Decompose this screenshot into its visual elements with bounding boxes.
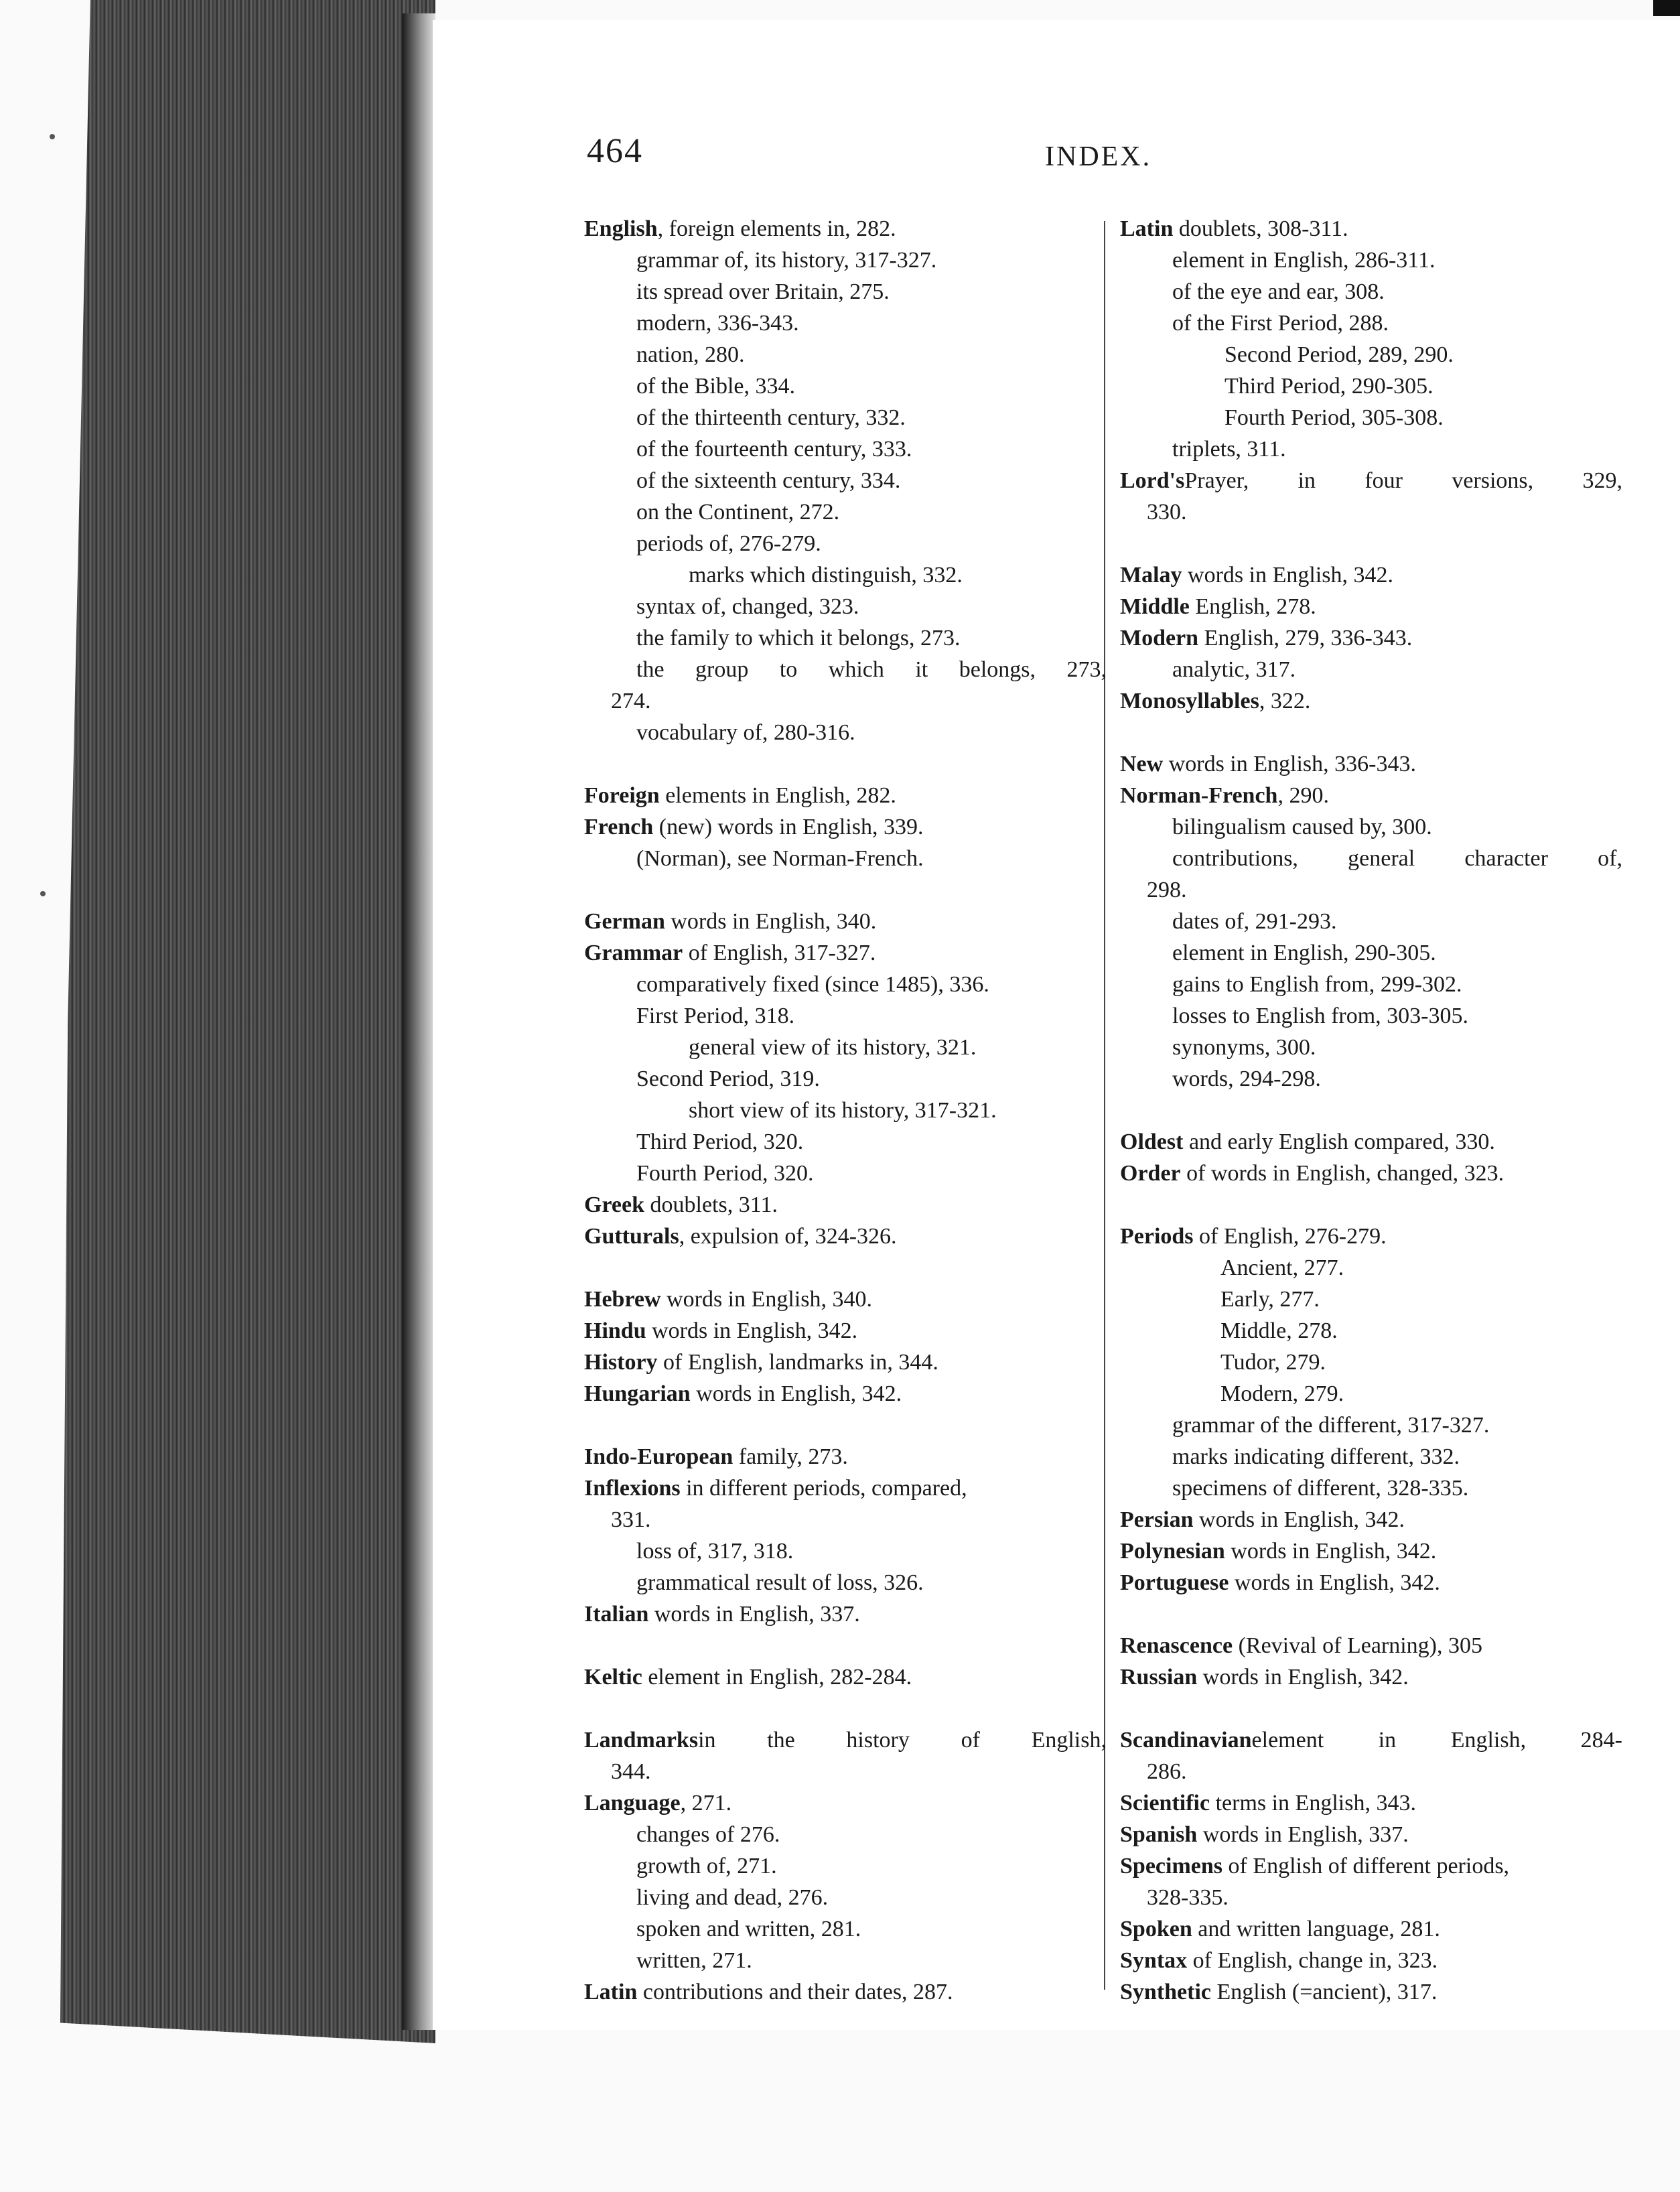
index-headword: Renascence (1120, 1633, 1233, 1658)
index-entry (584, 245, 1107, 276)
index-entry-text: of English, change in, 323. (1187, 1948, 1438, 1973)
index-headword: Portuguese (1120, 1570, 1229, 1595)
index-entry-text: Middle, 278. (1220, 1318, 1338, 1343)
index-entry (584, 1000, 1107, 1032)
index-entry-text: grammar of, its history, 317-327. (636, 248, 937, 273)
index-entry (584, 1819, 1107, 1850)
index-entry-text: , expulsion of, 324-326. (679, 1224, 897, 1249)
index-headword: Spanish (1120, 1822, 1198, 1847)
index-entry-text: Second Period, 319. (636, 1067, 820, 1091)
index-entry (1120, 843, 1622, 874)
index-entry (1120, 245, 1622, 276)
index-headword: French (584, 815, 654, 839)
index-headword: Scandinavian (1120, 1728, 1252, 1753)
index-headword: Landmarks (584, 1728, 699, 1753)
index-headword: History (584, 1350, 658, 1375)
index-entry (584, 1976, 1107, 2008)
index-entry (1120, 1724, 1622, 1756)
index-headword: Russian (1120, 1665, 1198, 1690)
index-entry (584, 1724, 1107, 1756)
index-entry-text: of the Bible, 334. (636, 374, 796, 399)
index-entry-text: (new) words in English, 339. (653, 815, 924, 839)
page-number: 464 (587, 132, 643, 170)
index-entry (584, 843, 1107, 874)
index-entry (1120, 1535, 1622, 1567)
entry-spacer (584, 1410, 1107, 1441)
index-entry (584, 1567, 1107, 1598)
entry-spacer (584, 748, 1107, 780)
index-entry (584, 276, 1107, 307)
index-entry-text: Third Period, 290-305. (1224, 374, 1433, 399)
index-entry-text: the group to which it belongs, 273, (636, 657, 1107, 682)
index-entry-text: English, 278. (1189, 594, 1316, 619)
index-headword: Italian (584, 1602, 649, 1627)
index-entry (1120, 811, 1622, 843)
index-entry (584, 465, 1107, 496)
index-entry-text: Fourth Period, 305-308. (1224, 405, 1444, 430)
index-headword: Hebrew (584, 1287, 661, 1312)
index-entry-text: element in English, 282-284. (642, 1665, 912, 1690)
book-page-edges (60, 0, 435, 2043)
index-entry-text: loss of, 317, 318. (636, 1539, 794, 1564)
index-entry-text: 274. (611, 689, 651, 713)
index-entry (584, 654, 1107, 685)
index-entry (1120, 1158, 1622, 1189)
index-entry-text: losses to English from, 303-305. (1172, 1004, 1468, 1028)
index-entry (1120, 1819, 1622, 1850)
index-entry-text: Ancient, 277. (1220, 1255, 1344, 1280)
index-entry (584, 1441, 1107, 1472)
index-headword: Gutturals (584, 1224, 679, 1249)
index-entry-text: of the sixteenth century, 334. (636, 468, 901, 493)
entry-spacer (584, 1630, 1107, 1661)
index-entry (584, 339, 1107, 370)
index-entry (1120, 1882, 1622, 1913)
index-entry (584, 1095, 1107, 1126)
index-entry-text: contributions, general character of, (1172, 846, 1622, 871)
index-entry (1120, 591, 1622, 622)
index-entry-text: words in English, 337. (1197, 1822, 1409, 1847)
index-entry-text: of the fourteenth century, 333. (636, 437, 912, 462)
index-entry (584, 969, 1107, 1000)
index-entry-text: of English of different periods, (1222, 1854, 1510, 1878)
index-headword: Oldest (1120, 1129, 1184, 1154)
index-entry-text: its spread over Britain, 275. (636, 279, 890, 304)
index-entry (1120, 1126, 1622, 1158)
index-entry (1120, 685, 1622, 717)
index-entry (1120, 1787, 1622, 1819)
index-entry-text: 330. (1147, 500, 1187, 525)
index-entry-text: dates of, 291-293. (1172, 909, 1337, 934)
index-entry (584, 1032, 1107, 1063)
index-headword: Latin (1120, 216, 1174, 241)
index-entry-text: , 322. (1259, 689, 1311, 713)
index-entry (1120, 1472, 1622, 1504)
index-headword: Hindu (584, 1318, 646, 1343)
index-entry-text: (Norman), see Norman-French. (636, 846, 924, 871)
index-headword: Malay (1120, 563, 1182, 588)
index-entry-text: in different periods, compared, (680, 1476, 967, 1501)
index-headword: Periods (1120, 1224, 1194, 1249)
index-entry (584, 1158, 1107, 1189)
index-entry (584, 307, 1107, 339)
entry-spacer (1120, 1598, 1622, 1630)
index-entry-text: nation, 280. (636, 342, 745, 367)
index-entry-text: of English, landmarks in, 344. (657, 1350, 938, 1375)
index-entry-text: 344. (611, 1759, 651, 1784)
index-entry-text: words in English, 342. (690, 1381, 902, 1406)
index-headword: German (584, 909, 665, 934)
index-entry (1120, 1945, 1622, 1976)
index-entry-text: spoken and written, 281. (636, 1917, 861, 1941)
index-entry-text: Second Period, 289, 290. (1224, 342, 1454, 367)
index-entry-text: words, 294-298. (1172, 1067, 1321, 1091)
index-entry (584, 1189, 1107, 1221)
index-entry (1120, 1000, 1622, 1032)
index-entry (584, 496, 1107, 528)
index-entry (1120, 1284, 1622, 1315)
scan-corner-mark (1653, 0, 1680, 16)
index-entry (1120, 1976, 1622, 2008)
index-entry (1120, 906, 1622, 937)
index-entry-text: short view of its history, 317-321. (689, 1098, 997, 1123)
index-entry-text: analytic, 317. (1172, 657, 1296, 682)
index-entry-text: comparatively fixed (since 1485), 336. (636, 972, 989, 997)
index-entry (1120, 402, 1622, 433)
index-entry (1120, 370, 1622, 402)
index-headword: Middle (1120, 594, 1190, 619)
index-entry (1120, 1032, 1622, 1063)
index-headword: New (1120, 752, 1164, 776)
index-entry (584, 1598, 1107, 1630)
index-entry (1120, 1315, 1622, 1347)
index-entry (584, 622, 1107, 654)
index-headword: Language (584, 1791, 681, 1816)
entry-spacer (1120, 717, 1622, 748)
index-entry (584, 559, 1107, 591)
index-entry-text: doublets, 308-311. (1173, 216, 1348, 241)
index-headword: Polynesian (1120, 1539, 1225, 1564)
index-headword: Norman-French (1120, 783, 1278, 808)
index-entry (584, 906, 1107, 937)
index-entry (1120, 1378, 1622, 1410)
index-headword: Syntax (1120, 1948, 1188, 1973)
index-entry-text: in the history of English, (698, 1728, 1107, 1753)
index-headword: Specimens (1120, 1854, 1222, 1878)
index-entry (584, 717, 1107, 748)
index-entry-text: family, 273. (733, 1444, 848, 1469)
index-entry (584, 1472, 1107, 1504)
index-entry-text: of English, 317-327. (683, 941, 876, 965)
index-entry-text: marks which distinguish, 332. (689, 563, 963, 588)
index-entry-text: general view of its history, 321. (689, 1035, 977, 1060)
index-entry-text: of words in English, changed, 323. (1180, 1161, 1504, 1186)
index-headword: Scientific (1120, 1791, 1210, 1816)
index-entry-text: on the Continent, 272. (636, 500, 840, 525)
index-entry-text: element in English, 284- (1251, 1728, 1622, 1753)
index-entry-text: specimens of different, 328-335. (1172, 1476, 1469, 1501)
index-entry (1120, 1756, 1622, 1787)
index-entry (584, 1315, 1107, 1347)
index-entry-text: of the First Period, 288. (1172, 311, 1389, 336)
index-entry (584, 402, 1107, 433)
index-entry-text: periods of, 276-279. (636, 531, 821, 556)
index-entry (584, 528, 1107, 559)
index-entry-text: words in English, 342. (1193, 1507, 1405, 1532)
index-entry-text: and written language, 281. (1192, 1917, 1440, 1941)
entry-spacer (584, 874, 1107, 906)
index-entry (1120, 1347, 1622, 1378)
entry-spacer (1120, 528, 1622, 559)
index-entry (584, 370, 1107, 402)
index-entry (1120, 1252, 1622, 1284)
entry-spacer (1120, 1095, 1622, 1126)
index-headword: Greek (584, 1192, 645, 1217)
scan-speck (50, 134, 55, 139)
index-entry (1120, 1567, 1622, 1598)
index-headword: Grammar (584, 941, 683, 965)
index-entry (1120, 1063, 1622, 1095)
index-entry-text: of the thirteenth century, 332. (636, 405, 906, 430)
index-entry-text: 286. (1147, 1759, 1187, 1784)
index-entry (584, 213, 1107, 245)
index-entry-text: words in English, 336-343. (1163, 752, 1416, 776)
index-entry-text: element in English, 286-311. (1172, 248, 1436, 273)
index-entry-text: , 290. (1277, 783, 1329, 808)
index-headword: Hungarian (584, 1381, 691, 1406)
index-entry-text: , foreign elements in, 282. (657, 216, 896, 241)
index-entry (584, 1378, 1107, 1410)
index-headword: Keltic (584, 1665, 642, 1690)
index-headword: Inflexions (584, 1476, 681, 1501)
index-entry (1120, 213, 1622, 245)
index-entry-text: of English, 276-279. (1193, 1224, 1387, 1249)
index-headword: Indo-European (584, 1444, 733, 1469)
index-entry (584, 780, 1107, 811)
index-entry (584, 1504, 1107, 1535)
index-entry-text: words in English, 342. (1197, 1665, 1409, 1690)
index-entry (1120, 307, 1622, 339)
index-entry-text: doublets, 311. (644, 1192, 778, 1217)
index-entry-text: 331. (611, 1507, 651, 1532)
index-headword: Foreign (584, 783, 660, 808)
index-entry-text: and early English compared, 330. (1183, 1129, 1495, 1154)
index-headword: Spoken (1120, 1917, 1192, 1941)
index-entry-text: , 271. (680, 1791, 732, 1816)
index-entry-text: Fourth Period, 320. (636, 1161, 814, 1186)
index-entry (1120, 559, 1622, 591)
index-entry-text: living and dead, 276. (636, 1885, 829, 1910)
running-head: INDEX. (1045, 141, 1152, 172)
index-entry-text: modern, 336-343. (636, 311, 799, 336)
index-entry-text: words in English, 342. (1224, 1539, 1437, 1564)
index-entry (1120, 433, 1622, 465)
index-entry (584, 1221, 1107, 1252)
index-entry-text: grammatical result of loss, 326. (636, 1570, 924, 1595)
index-headword: Order (1120, 1161, 1181, 1186)
index-entry-text: grammar of the different, 317-327. (1172, 1413, 1490, 1438)
index-entry-text: English, 279, 336-343. (1198, 626, 1413, 650)
index-entry-text: Prayer, in four versions, 329, (1184, 468, 1622, 493)
index-headword: Modern (1120, 626, 1199, 650)
index-entry-text: element in English, 290-305. (1172, 941, 1436, 965)
index-entry (1120, 969, 1622, 1000)
index-entry (1120, 622, 1622, 654)
index-entry-text: vocabulary of, 280-316. (636, 720, 855, 745)
index-entry-text: marks indicating different, 332. (1172, 1444, 1460, 1469)
index-column-right (1120, 213, 1622, 2008)
index-entry (1120, 780, 1622, 811)
index-entry (1120, 1630, 1622, 1661)
index-headword: Latin (584, 1980, 638, 2004)
index-entry (584, 591, 1107, 622)
index-entry (584, 1284, 1107, 1315)
index-entry (1120, 1504, 1622, 1535)
book-gutter-shadow (402, 13, 435, 2030)
index-entry (584, 1126, 1107, 1158)
index-entry (584, 1063, 1107, 1095)
index-entry-text: words in English, 340. (660, 1287, 873, 1312)
index-entry-text: words in English, 340. (664, 909, 877, 934)
index-entry-text: synonyms, 300. (1172, 1035, 1316, 1060)
index-entry (584, 1535, 1107, 1567)
index-entry-text: 298. (1147, 878, 1187, 902)
index-headword: English (584, 216, 658, 241)
index-entry-text: First Period, 318. (636, 1004, 795, 1028)
index-entry-text: the family to which it belongs, 273. (636, 626, 961, 650)
index-entry (1120, 1850, 1622, 1882)
index-entry (584, 433, 1107, 465)
index-entry (584, 1850, 1107, 1882)
index-entry (584, 1882, 1107, 1913)
entry-spacer (1120, 1189, 1622, 1221)
index-entry (1120, 1661, 1622, 1693)
index-entry (1120, 937, 1622, 969)
index-entry (1120, 748, 1622, 780)
index-headword: Persian (1120, 1507, 1194, 1532)
index-entry-text: words in English, 337. (648, 1602, 860, 1627)
index-entry (1120, 465, 1622, 496)
index-entry-text: words in English, 342. (646, 1318, 858, 1343)
index-headword: Lord's (1120, 468, 1185, 493)
index-entry (584, 1945, 1107, 1976)
index-entry-text: 328-335. (1147, 1885, 1229, 1910)
index-entry (1120, 1441, 1622, 1472)
index-entry-text: written, 271. (636, 1948, 752, 1973)
index-entry (584, 1347, 1107, 1378)
index-entry (1120, 1410, 1622, 1441)
index-entry-text: bilingualism caused by, 300. (1172, 815, 1432, 839)
index-entry-text: gains to English from, 299-302. (1172, 972, 1462, 997)
index-entry (1120, 654, 1622, 685)
index-entry-text: growth of, 271. (636, 1854, 777, 1878)
index-entry-text: elements in English, 282. (659, 783, 896, 808)
index-entry-text: triplets, 311. (1172, 437, 1286, 462)
index-column-left (584, 213, 1107, 2008)
index-entry (1120, 1913, 1622, 1945)
index-entry-text: words in English, 342. (1182, 563, 1393, 588)
index-headword: Monosyllables (1120, 689, 1259, 713)
index-entry-text: Tudor, 279. (1220, 1350, 1326, 1375)
index-entry-text: contributions and their dates, 287. (637, 1980, 953, 2004)
index-entry (584, 1661, 1107, 1693)
index-entry (584, 685, 1107, 717)
index-headword: Synthetic (1120, 1980, 1211, 2004)
index-entry (584, 1787, 1107, 1819)
index-entry-text: Early, 277. (1220, 1287, 1320, 1312)
index-entry (1120, 874, 1622, 906)
index-entry (584, 1913, 1107, 1945)
entry-spacer (1120, 1693, 1622, 1724)
index-entry (584, 1756, 1107, 1787)
index-entry (1120, 339, 1622, 370)
index-entry (1120, 1221, 1622, 1252)
scan-speck (40, 891, 46, 896)
index-entry (584, 937, 1107, 969)
entry-spacer (584, 1693, 1107, 1724)
index-entry-text: Third Period, 320. (636, 1129, 804, 1154)
index-entry-text: English (=ancient), 317. (1211, 1980, 1438, 2004)
index-entry (584, 811, 1107, 843)
index-entry (1120, 496, 1622, 528)
index-entry-text: (Revival of Learning), 305 (1233, 1633, 1482, 1658)
index-entry (1120, 276, 1622, 307)
index-entry-text: words in English, 342. (1229, 1570, 1440, 1595)
index-entry-text: Modern, 279. (1220, 1381, 1344, 1406)
index-entry-text: of the eye and ear, 308. (1172, 279, 1385, 304)
index-entry-text: changes of 276. (636, 1822, 780, 1847)
entry-spacer (584, 1252, 1107, 1284)
index-entry-text: terms in English, 343. (1210, 1791, 1416, 1816)
index-entry-text: syntax of, changed, 323. (636, 594, 859, 619)
